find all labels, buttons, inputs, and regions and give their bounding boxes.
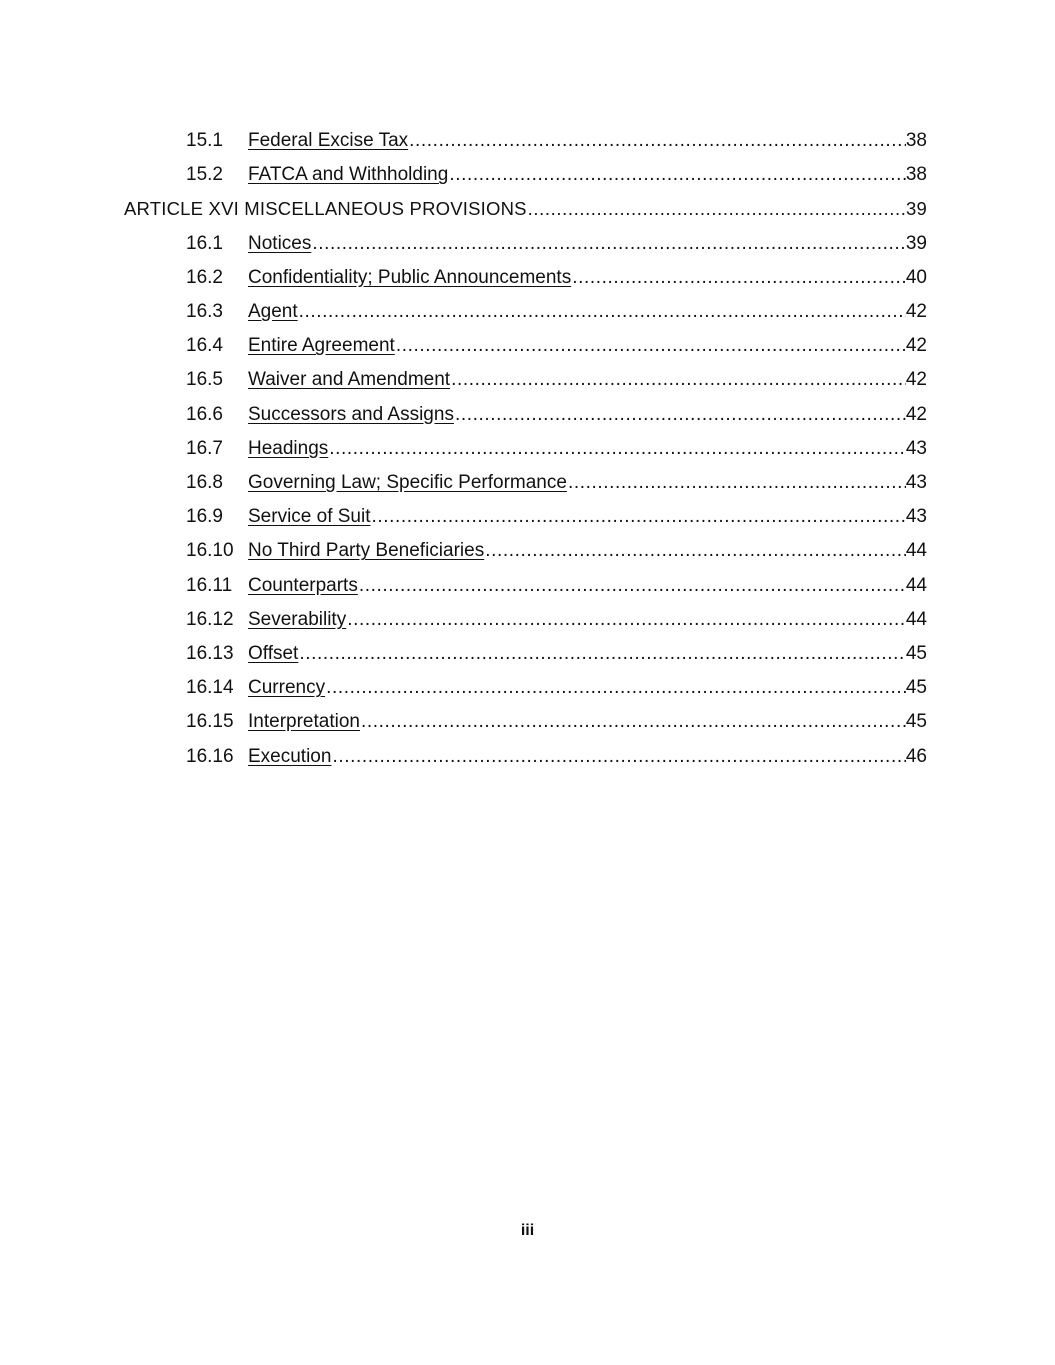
toc-entry-link[interactable]: Waiver and Amendment — [248, 369, 451, 391]
toc-entry[interactable] — [186, 734, 927, 768]
toc-entry-number: 15.2 — [186, 164, 223, 186]
toc-entry-number: 16.14 — [186, 677, 234, 699]
toc-entry-number: 16.13 — [186, 643, 234, 664]
toc-entry-link[interactable]: Federal Excise Tax — [248, 130, 409, 151]
dot-leader — [484, 540, 906, 562]
dot-leader — [360, 711, 906, 733]
toc-page-number: 43 — [905, 437, 927, 459]
dot-leader — [395, 335, 906, 357]
toc-entry-number: 16.16 — [186, 745, 234, 767]
dot-leader — [527, 198, 906, 220]
toc-entry-link[interactable]: Execution — [248, 745, 332, 767]
toc-entry[interactable] — [186, 528, 927, 562]
toc-entry-link[interactable]: Notices — [248, 232, 312, 254]
toc-page-number: 43 — [905, 506, 927, 528]
toc-entry-number: 16.7 — [186, 437, 223, 459]
toc-page-number: 39 — [905, 232, 927, 254]
toc-entry[interactable] — [186, 152, 927, 186]
dot-leader — [567, 472, 906, 494]
toc-page-number: 45 — [905, 643, 927, 664]
toc-entry-number: 16.10 — [186, 540, 234, 562]
toc-page-number: 46 — [905, 745, 927, 767]
dot-leader — [450, 369, 906, 391]
toc-entry-number: 16.11 — [186, 574, 233, 596]
toc-entry[interactable] — [186, 699, 927, 733]
toc-entry[interactable] — [186, 255, 927, 289]
toc-page-number: 44 — [905, 608, 927, 630]
toc-page-number: 40 — [905, 266, 927, 288]
toc-entry-number: 16.2 — [186, 266, 223, 288]
dot-leader — [325, 677, 906, 699]
toc-page-number: 42 — [905, 335, 927, 357]
toc-entry[interactable] — [186, 460, 927, 494]
dot-leader — [454, 404, 906, 426]
toc-entry-link[interactable]: Severability — [248, 608, 347, 630]
toc-entry[interactable] — [186, 357, 927, 391]
toc-entry[interactable] — [186, 323, 927, 357]
toc-entry[interactable] — [186, 426, 927, 460]
toc-entry-number: 16.5 — [186, 369, 223, 391]
dot-leader — [408, 130, 906, 152]
dot-leader — [571, 267, 906, 289]
dot-leader — [331, 746, 905, 768]
toc-entry-link[interactable]: Currency — [248, 677, 326, 699]
toc-page-number: 45 — [905, 711, 927, 733]
toc-entry-number: 16.8 — [186, 472, 223, 493]
toc-entry[interactable] — [186, 221, 927, 255]
dot-leader — [448, 164, 906, 186]
toc-entry-link[interactable]: Entire Agreement — [248, 335, 395, 357]
toc-entry[interactable] — [186, 563, 927, 597]
toc-entry-number: 16.1 — [186, 232, 223, 254]
dot-leader — [371, 506, 906, 528]
dot-leader — [298, 643, 906, 665]
toc-entry-link[interactable]: Counterparts — [248, 574, 358, 596]
page-number-footer: iii — [520, 1222, 535, 1239]
dot-leader — [358, 575, 906, 597]
toc-entry-number: 16.6 — [186, 403, 223, 425]
toc-entry[interactable] — [186, 665, 927, 699]
toc-page-number: 42 — [905, 301, 927, 322]
toc-entry-link[interactable]: Confidentiality; Public Announcements — [248, 266, 572, 288]
dot-leader — [311, 233, 906, 255]
toc-entry-link[interactable]: Service of Suit — [248, 506, 371, 528]
toc-entry-link[interactable]: Offset — [248, 643, 299, 664]
toc-entry[interactable] — [186, 118, 927, 152]
toc-entry[interactable] — [186, 392, 927, 426]
toc-entry-link[interactable]: Successors and Assigns — [248, 403, 454, 425]
toc-entry-number: 16.3 — [186, 301, 223, 322]
toc-page-number: 42 — [905, 403, 927, 425]
toc-page-number: 45 — [905, 677, 927, 699]
toc-page-number: 44 — [905, 574, 927, 596]
toc-entry-link[interactable]: No Third Party Beneficiaries — [248, 540, 485, 562]
toc-entry-number: 16.12 — [186, 608, 234, 630]
toc-entry[interactable] — [186, 597, 927, 631]
toc-entry-number: 16.4 — [186, 335, 223, 357]
toc-entry-link[interactable]: Interpretation — [248, 711, 360, 733]
toc-page-number: 39 — [906, 198, 927, 220]
dot-leader — [346, 609, 906, 631]
toc-page-number: 38 — [905, 164, 927, 186]
toc-entry-link[interactable]: Governing Law; Specific Performance — [248, 472, 567, 493]
toc-entry-link[interactable]: FATCA and Withholding — [248, 164, 449, 186]
toc-entry[interactable] — [186, 631, 927, 665]
toc-entry-link[interactable]: Headings — [248, 437, 329, 459]
toc-entry[interactable] — [186, 289, 927, 323]
toc-entry-link[interactable]: Agent — [248, 301, 298, 322]
dot-leader — [328, 438, 906, 460]
toc-entry-number: 16.9 — [186, 506, 223, 528]
toc-page-number: 43 — [905, 472, 927, 493]
toc-article-title: ARTICLE XVI MISCELLANEOUS PROVISIONS — [124, 198, 527, 220]
toc-entry[interactable] — [186, 494, 927, 528]
toc-entry-number: 16.15 — [186, 711, 234, 733]
toc-article-heading[interactable] — [124, 186, 927, 220]
toc-page-number: 42 — [905, 369, 927, 391]
toc-page-number: 38 — [905, 130, 927, 151]
dot-leader — [298, 301, 906, 323]
toc-page-number: 44 — [905, 540, 927, 562]
toc-entry-number: 15.1 — [186, 130, 223, 151]
